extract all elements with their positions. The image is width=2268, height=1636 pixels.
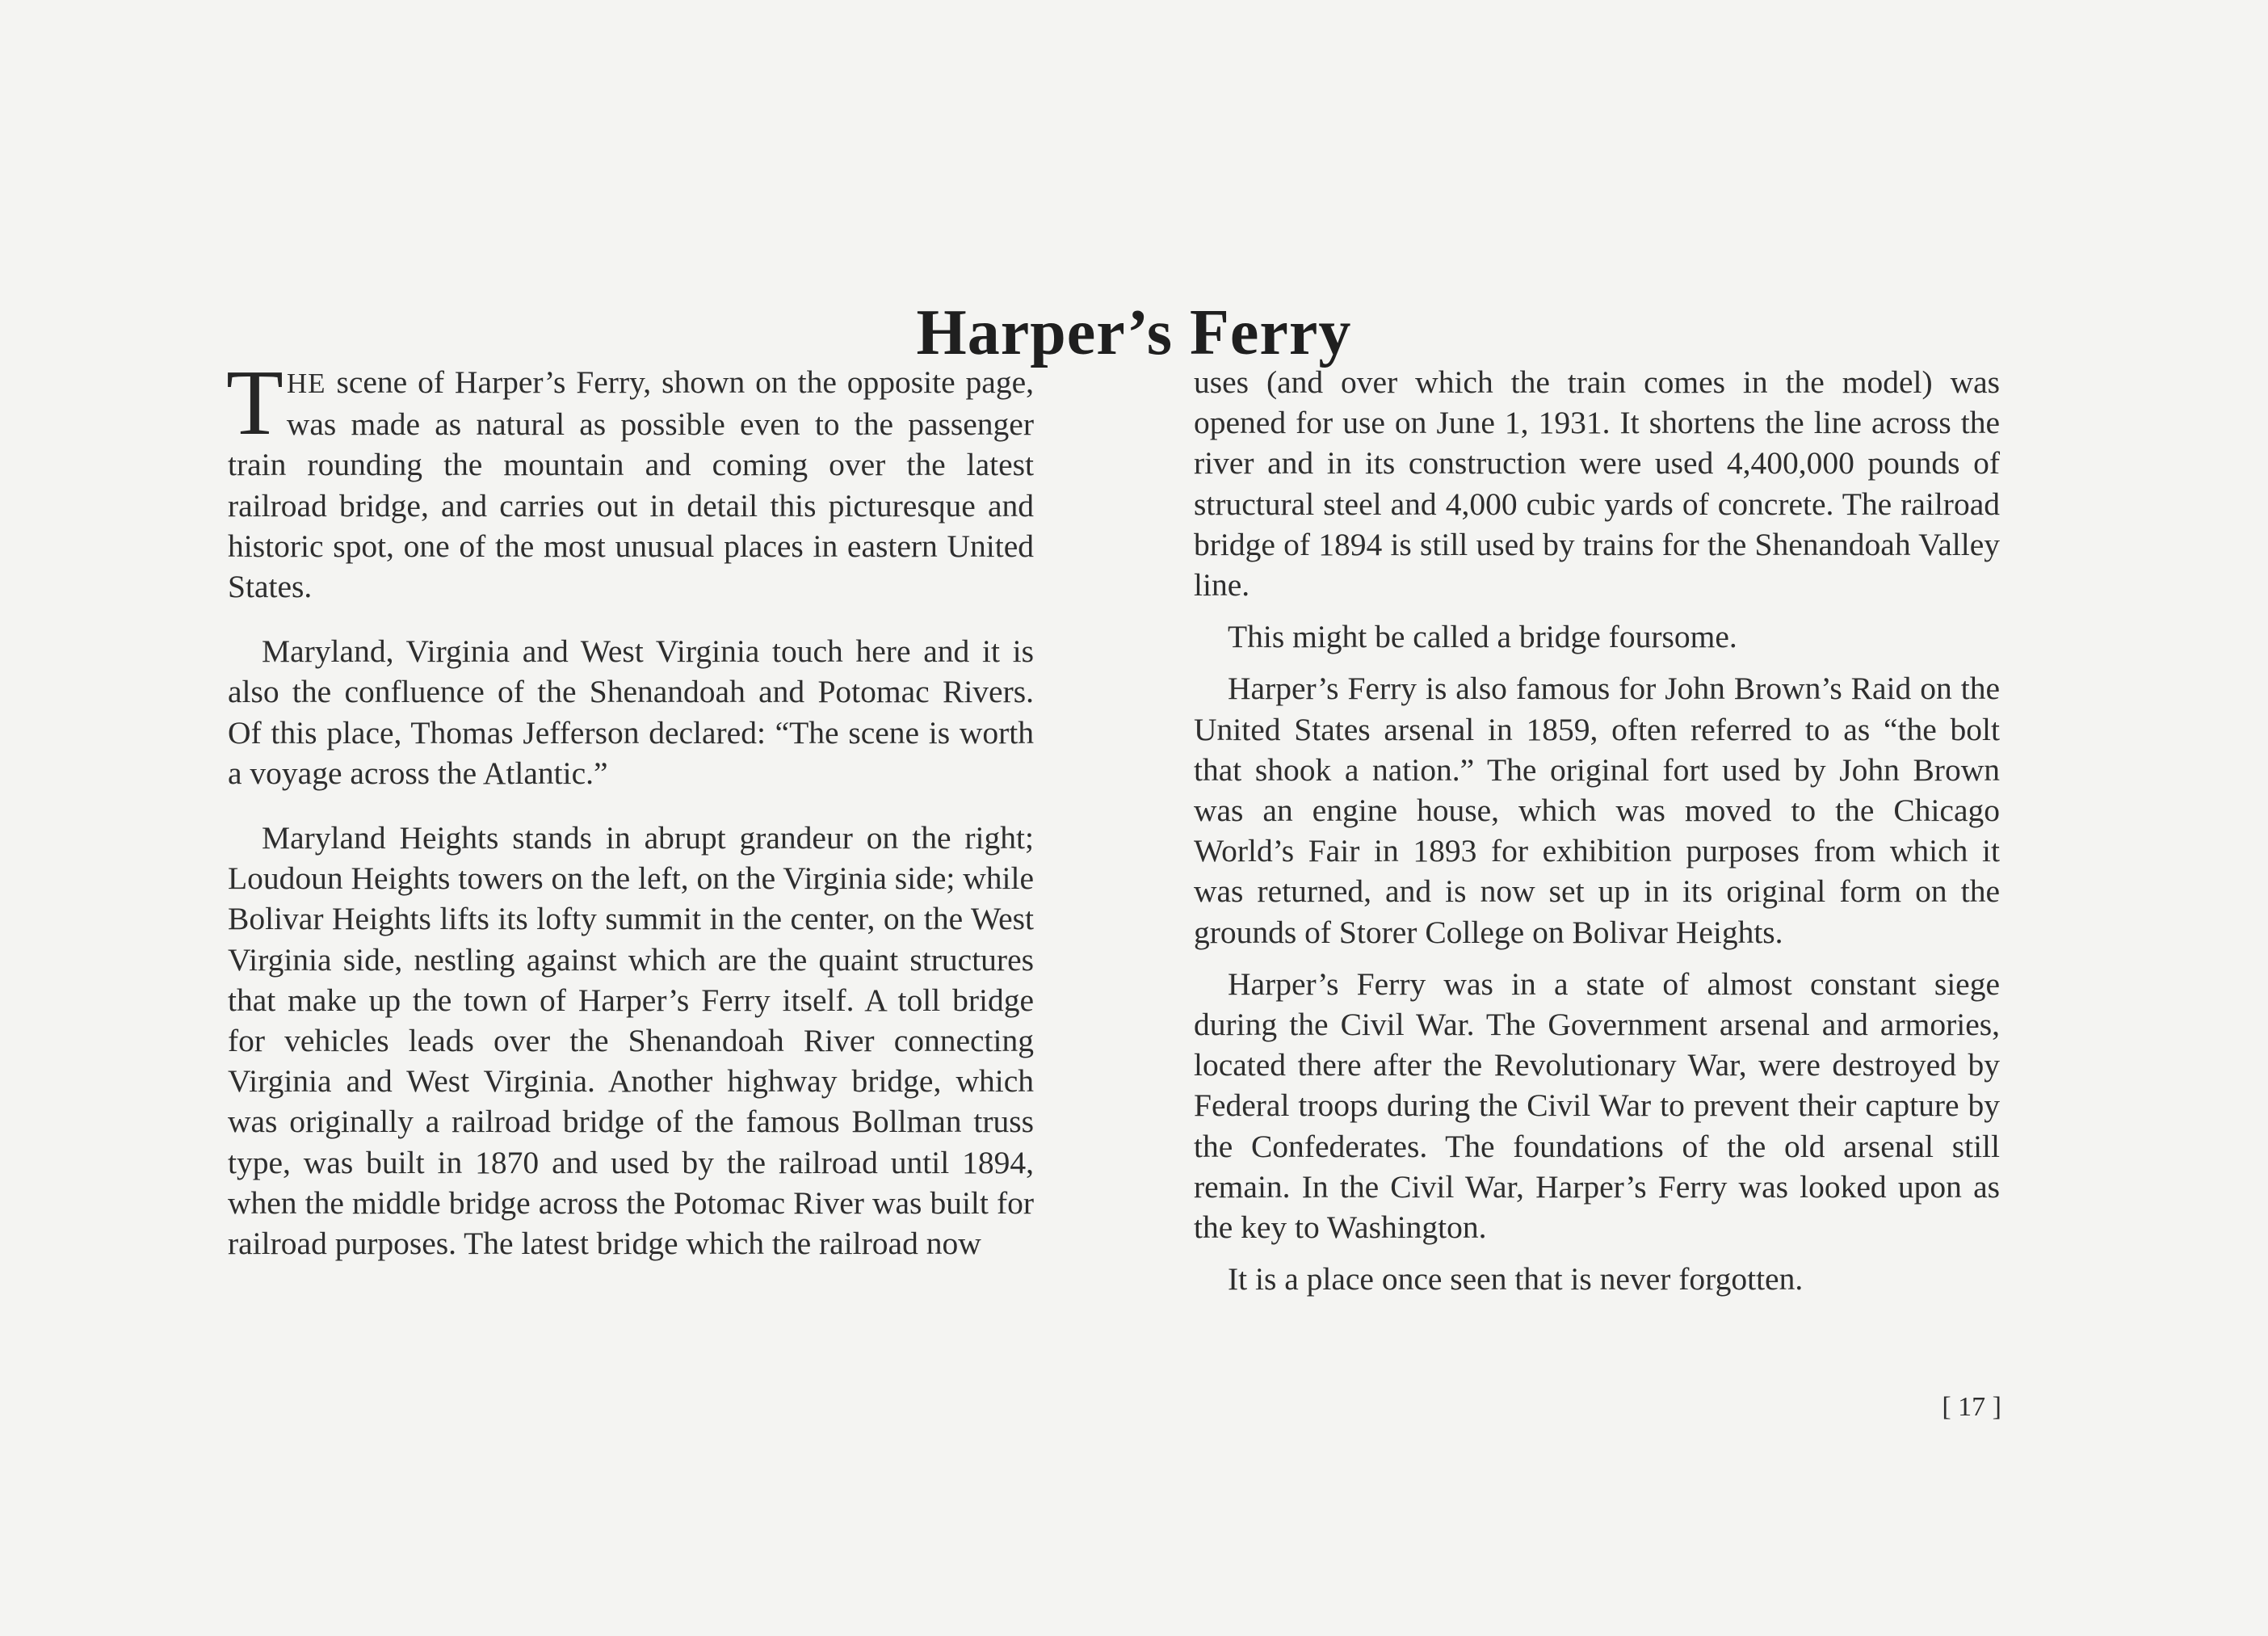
- drop-cap: T: [226, 351, 284, 455]
- paragraph-john-brown: Harper’s Ferry is also famous for John Brown’s Raid on the United States arsenal in 1859, often referred to as “the bolt that shook a nation.” The original fort used by John Brown was an engine house, which was moved to the Chicago World’s Fair in 1893 for exhibition purposes from which it was returned, and is now set up in its original form on the grounds of Storer College on Bolivar Heights.: [1194, 671, 2000, 950]
- right-column: [1194, 362, 2000, 1299]
- paragraph-intro-text: scene of Harper’s Ferry, shown on the opposite page, was made as natural as possible even to the passenger train rounding the mountain and coming over the latest railroad bridge, and carries out in detail this picturesque and historic spot, one of the most unusual places in eastern United States.: [228, 364, 1034, 605]
- paragraph-bridge-continued: uses (and over which the train comes in the model) was opened for use on June 1, 1931. It shortens the line across the river and in its construction were used 4,400,000 pounds of structural steel and 4,000 cubic yards of concrete. The railroad bridge of 1894 is still used by trains for the Shenandoah Valley line.: [1194, 364, 2000, 604]
- paragraph-foursome: This might be called a bridge foursome.: [1228, 619, 1737, 655]
- paragraph-closing: It is a place once seen that is never forgotten.: [1228, 1261, 1804, 1297]
- lead-in-text: HE: [286, 368, 326, 399]
- paragraph-heights: Maryland Heights stands in abrupt grandeur on the right; Loudoun Heights towers on the left, on the Virginia side; while Bolivar Heights lifts its lofty summit in the center, on the West Virginia side, nestling against which are the quaint structures that make up the town of Harper’s Ferry itself. A toll bridge for vehicles leads over the Shenandoah River connecting Virginia and West Virginia. Another highway bridge, which was originally a railroad bridge of the famous Bollman truss type, was built in 1870 and used by the railroad until 1894, when the middle bridge across the Potomac River was built for railroad purposes. The latest bridge which the railroad now: [228, 820, 1034, 1262]
- page-title: Harper’s Ferry: [916, 296, 1352, 368]
- paragraph-civil-war: Harper’s Ferry was in a state of almost constant siege during the Civil War. The Government arsenal and armories, located there after the Revolutionary War, were destroyed by Federal troops during the Civil War to prevent their capture by the Confederates. The foundations of the old arsenal still remain. In the Civil War, Harper’s Ferry was looked upon as the key to Washington.: [1194, 965, 2000, 1246]
- page-number: [ 17 ]: [1942, 1392, 2001, 1422]
- left-column: [226, 351, 1034, 1264]
- paragraph-confluence: Maryland, Virginia and West Virginia touch here and it is also the confluence of the Shenandoah and Potomac Rivers. Of this place, Thomas Jefferson declared: “The scene is worth a voyage across the Atlantic.”: [228, 633, 1034, 791]
- paragraph-intro: [226, 351, 1034, 607]
